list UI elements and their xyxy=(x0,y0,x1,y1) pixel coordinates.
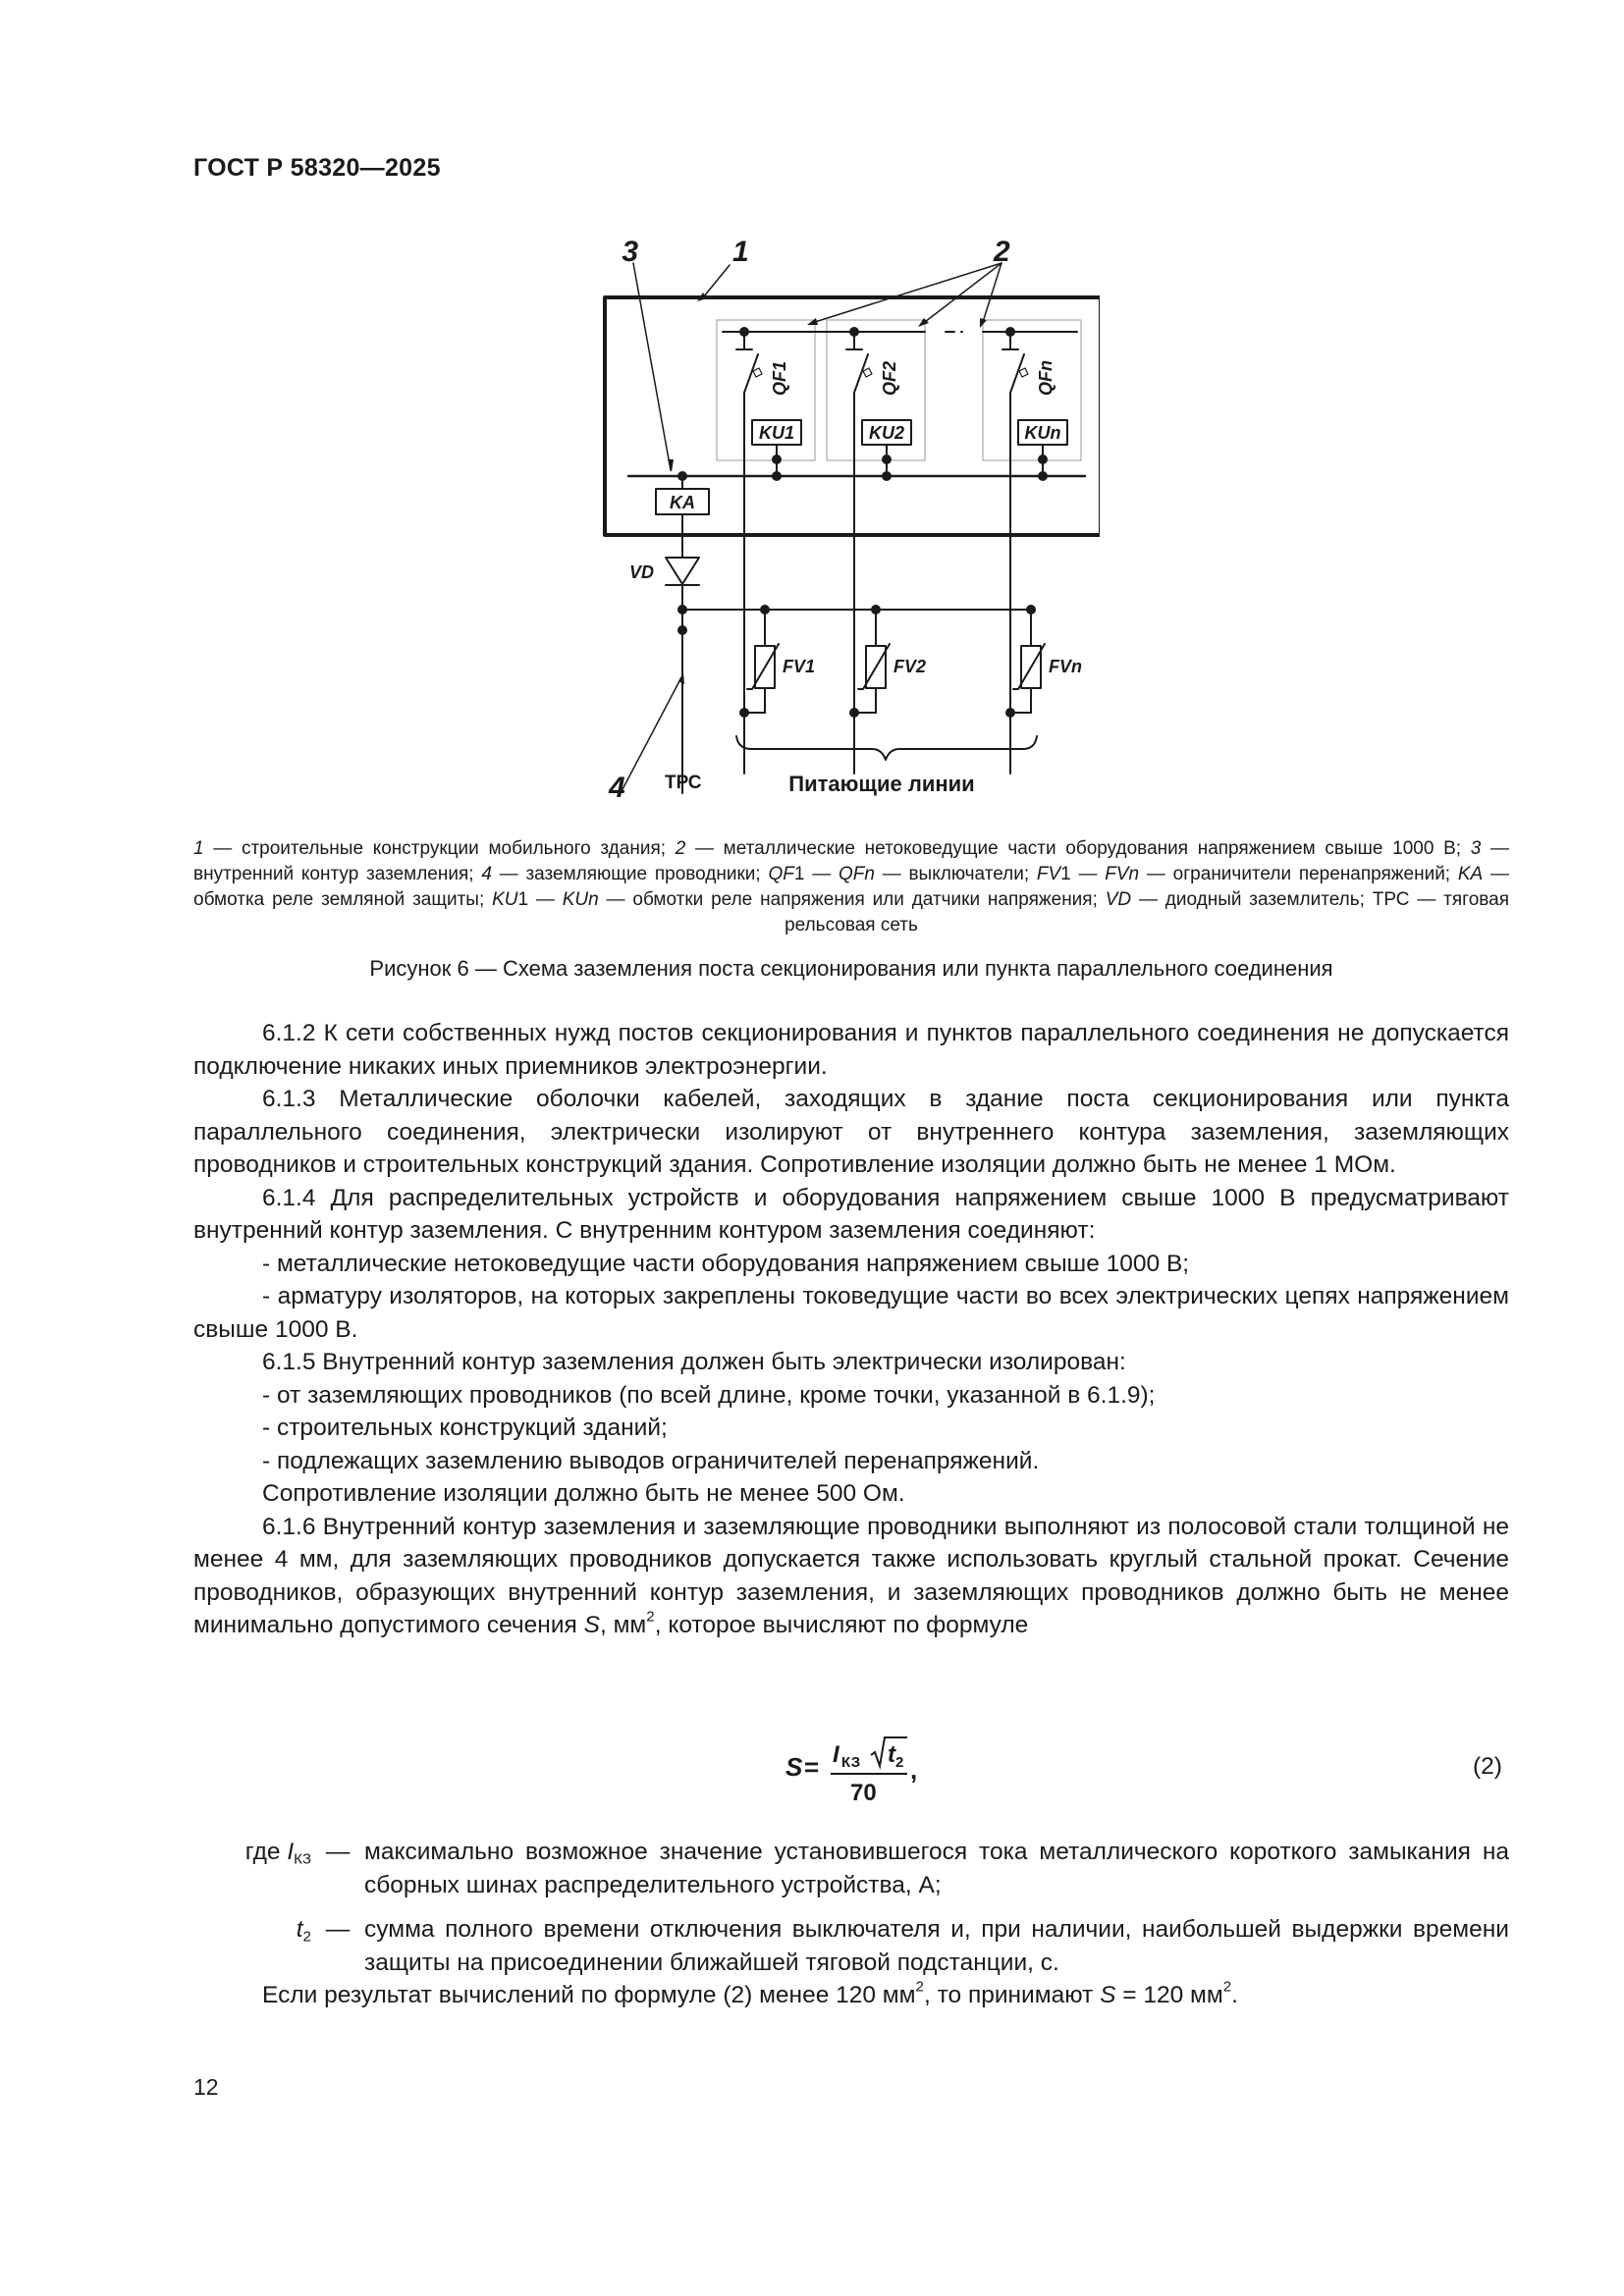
formula-num-t: t xyxy=(888,1741,895,1768)
legend-symbol: VD xyxy=(1105,889,1132,910)
label-qf1: QF1 xyxy=(770,360,789,396)
figure-caption: Рисунок 6 — Схема заземления поста секционирования или пункта параллельного соединения xyxy=(369,956,1333,981)
legend-text: — диодный заземлитель; ТРС — тяговая рельсовая сеть xyxy=(785,889,1509,935)
legend-text: 1 — xyxy=(793,864,839,884)
body-text xyxy=(193,1017,1509,1642)
formula-lhs: S xyxy=(785,1752,803,1782)
formula-2 xyxy=(785,1730,952,1815)
paragraph-6-1-5: 6.1.5 Внутренний контур заземления должен быть электрически изолирован: xyxy=(262,1349,1126,1375)
label-qf2: QF2 xyxy=(880,360,899,396)
feed-lines-brace xyxy=(736,736,1037,760)
grounding-diagram xyxy=(550,224,1100,818)
legend-text: — заземляющие проводники; xyxy=(491,864,769,884)
legend-symbol: 2 xyxy=(675,838,686,859)
legend-text: 1 — xyxy=(517,889,563,910)
formula-number: (2) xyxy=(1473,1753,1502,1780)
document-header: ГОСТ Р 58320—2025 xyxy=(193,154,441,182)
ground-relay-ka xyxy=(656,476,709,558)
definition-t2: $t_2$ — сумма полного времени отключения выключателя и, при наличии, наибольшей выдержки времени защиты на присоединении ближайшей тяговой подстанции, с. xyxy=(296,1916,1509,1976)
legend-text: — выключатели; xyxy=(874,864,1037,884)
list-item: - подлежащих заземлению выводов ограничителей перенапряжений. xyxy=(262,1447,1040,1474)
legend-symbol: QF xyxy=(768,864,794,884)
label-kun: KUn xyxy=(1024,423,1061,443)
legend-symbol: 3 xyxy=(1470,838,1482,859)
paragraph-6-1-2: 6.1.2 К сети собственных нужд постов секционирования и пунктов параллельного соединения не допускается подключение никаких иных приемников электроэнергии. xyxy=(193,1020,1509,1080)
paragraph-6-1-4: 6.1.4 Для распределительных устройств и оборудования напряжением свыше 1000 В предусматривают внутренний контур заземления. С внутренним контуром заземления соединяют: xyxy=(193,1184,1509,1244)
formula-end: , xyxy=(910,1755,918,1785)
legend-symbol: KUn xyxy=(562,889,599,910)
definition-ikz: где $I_{КЗ}$ — максимально возможное значение установившегося тока металлического короткого замыкания на сборных шинах распределительного устройства, А; xyxy=(244,1839,1509,1898)
legend-symbol: 1 xyxy=(193,838,204,859)
list-item: - арматуру изоляторов, на которых закреплены токоведущие части во всех электрических цепях напряжением свыше 1000 В. xyxy=(193,1283,1509,1343)
callout-4: 4 xyxy=(609,772,625,804)
label-ka: KA xyxy=(670,493,695,512)
breaker-unit-2 xyxy=(846,332,911,774)
label-ku1: KU1 xyxy=(758,423,795,443)
figure-legend xyxy=(193,836,1509,938)
legend-text: — внутренний контур заземления; xyxy=(193,838,1509,884)
definitions xyxy=(193,1836,1509,2012)
legend-symbol: FVn xyxy=(1105,864,1140,884)
legend-symbol: KA xyxy=(1457,864,1484,884)
legend-symbol: KU xyxy=(492,889,518,910)
formula-den: 70 xyxy=(850,1780,877,1806)
list-item: - строительных конструкций зданий; xyxy=(262,1415,668,1441)
formula-num-i: I xyxy=(833,1741,839,1768)
label-fvn: FVn xyxy=(1049,657,1082,676)
paragraph-6-1-6: 6.1.6 Внутренний контур заземления и заземляющие проводники выполняют из полосовой стали толщиной не менее 4 мм, для заземляющих проводников допускается также использовать круглый стальной прокат. Сечение проводников, образующих внутренний контур заземления, и заземляющих проводников должно быть не менее минимально допустимого сечения S, $мм^2$, которое вычисляют по формуле xyxy=(193,1513,1509,1638)
breaker-unit-1 xyxy=(736,332,801,774)
legend-symbol: QFn xyxy=(838,864,875,884)
legend-symbol: FV xyxy=(1036,864,1061,884)
legend-text: — обмотки реле напряжения или датчики напряжения; xyxy=(598,889,1106,910)
label-fv1: FV1 xyxy=(783,657,816,676)
leader-2b xyxy=(925,263,1001,322)
limiter-fv1 xyxy=(744,610,779,713)
callout-1: 1 xyxy=(732,236,749,268)
callout-2: 2 xyxy=(994,236,1010,268)
formula-num-i-sub: КЗ xyxy=(841,1754,861,1771)
label-vd: VD xyxy=(629,562,655,582)
formula-eq: = xyxy=(804,1752,820,1782)
list-item: - металлические нетоковедущие части оборудования напряжением свыше 1000 В; xyxy=(262,1250,1190,1277)
legend-text: — обмотка реле земляной защиты; xyxy=(193,864,1509,910)
legend-symbol: 4 xyxy=(481,864,492,884)
insulation-resistance-note: Сопротивление изоляции должно быть не менее 500 Ом. xyxy=(262,1480,905,1507)
limiter-fvn xyxy=(1010,610,1045,713)
leader-2a xyxy=(815,263,1001,322)
minimum-section-note: Если результат вычислений по формуле (2) менее 120 $мм^2$, то принимают S = 120 $мм^2$. xyxy=(262,1978,1238,2008)
limiter-fv2 xyxy=(854,610,890,713)
label-qfn: QFn xyxy=(1036,360,1056,396)
label-fv2: FV2 xyxy=(893,657,927,676)
label-trs: ТРС xyxy=(665,773,702,793)
formula-num-t-sub: 2 xyxy=(895,1754,904,1771)
label-feed-lines: Питающие линии xyxy=(788,772,975,796)
label-ku2: KU2 xyxy=(868,423,905,443)
list-item: - от заземляющих проводников (по всей длине, кроме точки, указанной в 6.1.9); xyxy=(262,1381,1156,1409)
leader-3 xyxy=(633,263,671,470)
leader-1 xyxy=(704,265,730,296)
breaker-unit-n xyxy=(1002,332,1067,774)
callout-3: 3 xyxy=(622,236,638,268)
page-number: 12 xyxy=(193,2074,219,2100)
legend-text: 1 — xyxy=(1060,864,1106,884)
legend-text: — ограничители перенапряжений; xyxy=(1139,864,1458,884)
legend-text: — строительные конструкции мобильного здания; xyxy=(203,838,676,859)
paragraph-6-1-3: 6.1.3 Металлические оболочки кабелей, заходящих в здание поста секционирования или пункта параллельного соединения, электрически изолируют от внутреннего контура заземления, заземляющих проводников и строительных конструкций здания. Сопротивление изоляции должно быть не менее 1 МОм. xyxy=(193,1086,1509,1178)
leader-2c xyxy=(983,263,1001,322)
legend-text: — металлические нетоковедущие части оборудования напряжением свыше 1000 В; xyxy=(685,838,1471,859)
